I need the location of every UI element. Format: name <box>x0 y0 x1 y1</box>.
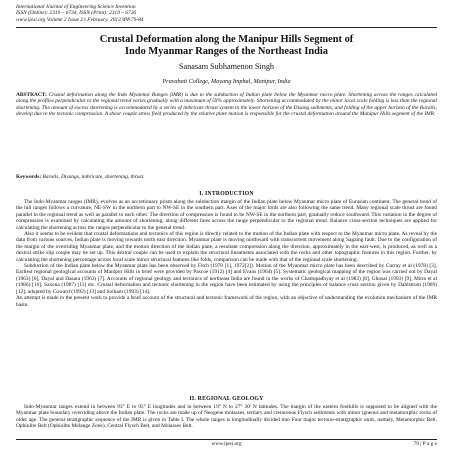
abstract <box>16 92 437 118</box>
paper-title <box>30 34 423 57</box>
title-line-1: Crustal Deformation along the Manipur Hills Segment of <box>99 34 354 45</box>
keywords-label: Keywords: <box>16 174 42 180</box>
journal-header <box>16 4 437 23</box>
abstract-text: Crustal deformation along the Indo Myanmar Ranges (IMR) is due to the subduction of Indian plate below the Myanmar micro plate. Shortening across the ranges calculated along the profiles perpendicular to the regional trend varies gradually with a maximum of 59% approximately. Shortening accommodated by the minor local scale folding is less than the regional shortening. The amount of excess shortening is accommodated by a series of imbricate thrust system in the lower horizon of the Disang sediments, and folding of the upper horizon of the Barails, develop due to the tectonic compression. A shear couple stress field produced by the relative plate motion is responsible for the crustal deformation around the Manipur Hills segment of the IMR. <box>16 92 437 118</box>
section-heading-regional-geology: II. REGIONAL GEOLOGY <box>189 396 264 402</box>
abstract-label: ABSTRACT: <box>16 92 47 98</box>
paragraph: Also it seems to be evident that crustal deformations and tectonics of this region is directly related to the motion of the Indian plate with respect to the Myanmar micro plate. As reveal by the data from various sources, Indian plate is moving towards north east direction. Myanmar plate is moving northward with transcurrent movement along Sagaing fault. Due to the configuration of the margin of the overriding Myanmar plate, and the motion direction of the Indian plate, a resultant compression along the direction, approximately in the east-west, is produced, as well as a dextral strike slip couple may be set up. This dextral couple can be used to explain the structural lineaments associated with the rocks and other topographic features in this region. Further, by calculating the shortening percentage across local scale minor structural features like folds, comparison can be made with that of the regional scale shortening. <box>16 231 437 263</box>
keywords <box>16 174 437 180</box>
journal-name: International Journal of Engineering Science Invention <box>16 4 136 10</box>
footer-divider <box>16 439 437 440</box>
title-line-2: Indo Myanmar Ranges of the Northeast India <box>124 45 328 57</box>
header-divider <box>16 27 437 28</box>
page-number: 79 | P a g e <box>413 441 437 447</box>
section-heading-introduction: I. INTRODUCTION <box>199 191 254 197</box>
paragraph: The Indo-Myanmar ranges (IMR), evolves as an accretionary prism along the subduction margin of the Indian plate below Myanmar micro plate of Eurasian continent. The general trend of the hill ranges follows a curvature, NE-SW in the northern part to NW-SE in the southern part. Axes of the major folds are also following the same trend. Many regional scale thrust are found parallel to the regional trend as well as parallel to each other. The direction of compression is found to be NW-SE in the northern part, gradually reduce southward. This variation in the degree of compression is examined by calculating the amount of shortening, along different lines across the range perpendicular to the regional trend. Balance cross-section techniques are applied for calculating the shortening across the ranges perpendicular to the general trend. <box>16 199 437 231</box>
section-body-regional-geology <box>16 404 437 430</box>
journal-issn: ISSN (Online): 2319 – 6734, ISSN (Print): 2319 – 6726 <box>16 10 137 17</box>
footer-url[interactable]: www.ijesi.org <box>211 441 242 447</box>
author-affiliation: Pravabati College, Mayang Imphal, Manipur, India <box>162 78 291 85</box>
section-body-introduction <box>16 199 437 308</box>
journal-volume: www.ijesi.org Volume 2 Issue 2 ǁ February. 2013 ǁPP.79-84 <box>16 16 144 23</box>
paragraph: Subduction of the Indian plate below the Myanmar plate has been observed by Fitch (1970 [1], 1972[2]). Motion of the Myanmar micro plate has been described by Curray et al (1978) [3]. Earliest regional geological accounts of Manipur Hills in brief were provided by Pascoe (1912) [4] and Evans (1964) [5]. Systematic geological mapping of the region was carried out by Dayal (1963) [6], Dayal and Dasara (1963) [7]. Accounts of regional geology and tectonics of northeast India are found in the works of Chattopadhyay et al (1983) [8], Ghosal (1993) [9], Mitra et al (1986) [10], Saxena (1987) [11] etc. Crustal deformation and tectonic shortening in the region have been estimated by using the principles of balance cross section given by Dahlstrom (1969) [12], adopted by Coward (1992) [13] and Soibam (1993) [14]. <box>16 263 437 295</box>
paragraph: Indo-Myanmar ranges extend in between 93° E to 95° E longitudes and in between 19° N to 27° 30' N latitudes. The margin of the eastern foothills is supposed to be aligned with the Myanmar plate boundary overriding above the Indian plate. The rocks are made up of Neogene molasses, tertiary and cretaceous Flysch sediments with minor igneous and metamorphic rocks of older age. The general stratigraphic sequence of the IMR is given in Table I. The whole ranges is longitudinally divided into Four major tectono-stratigraphic units, namely, Metamorphic Belt, Ophiolite Belt (Ophiolite Mélange Zone), Central Flysch Belt, and Molasses Belt. <box>16 404 437 430</box>
author-name: Sanasam Subhamenon Singh <box>178 62 275 71</box>
keywords-text: Barails, Disangs, imbricate, shortening, thrust. <box>42 174 145 180</box>
paragraph: An attempt is made in the present work to provide a brief account of the structural and tectonic framework of the region, with an objective of understanding the evolution mechanism of the IMR basin. <box>16 295 437 308</box>
